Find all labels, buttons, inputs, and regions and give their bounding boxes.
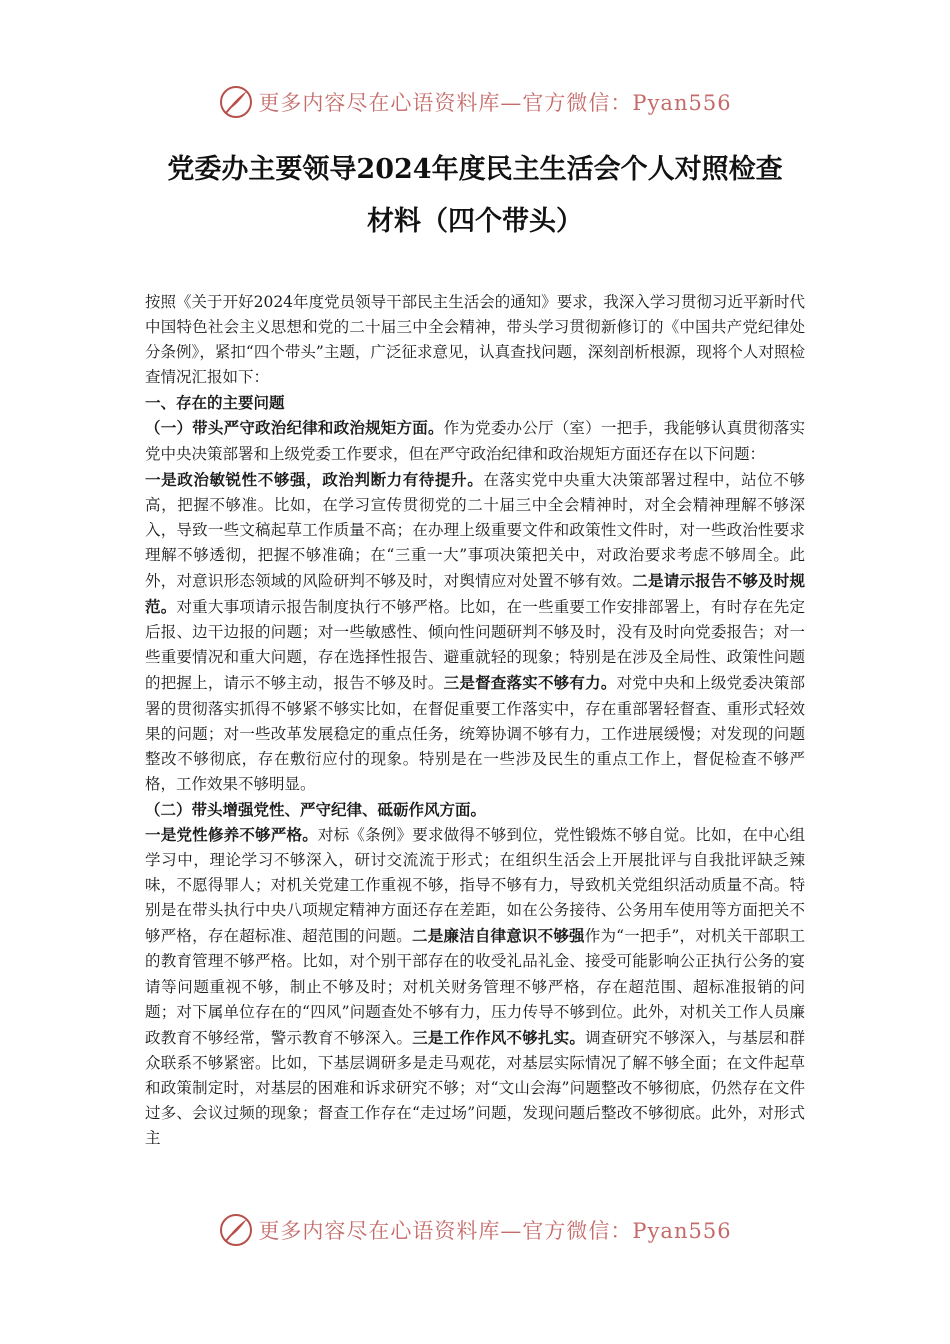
point-heading: 一是政治敏锐性不够强，政治判断力有待提升。	[145, 469, 484, 489]
section-heading-1: 一、存在的主要问题	[145, 393, 285, 413]
point-text: 调查研究不够深入，与基层和群众联系不够紧密。比如，下基层调研多是走马观花，对基层实际情况了解不够全面；在文件起草和政策制定时，对基层的困难和诉求研究不够；对“文山会海”问题整改不够彻底，仍然存在文件过多、会议过频的现象；督查工作存在“走过场”问题，发现问题后整改不够彻底。此外，对形式主	[145, 1028, 805, 1148]
page-title	[118, 144, 832, 248]
paragraph-2	[145, 822, 805, 1151]
sub-section-1-text: 作为党委办公厅（室）一把手，我能够认真贯彻落实党中央决策部署和上级党委工作要求，但在严守政治纪律和政治规矩方面还存在以下问题：	[145, 419, 805, 463]
banner-text: 更多内容尽在心语资料库—官方微信：Pyan556	[258, 91, 732, 115]
document-body	[145, 290, 805, 1151]
quill-logo-icon	[218, 1212, 254, 1248]
banner-text: 更多内容尽在心语资料库—官方微信：Pyan556	[258, 1219, 732, 1243]
point-heading: 三是工作作风不够扎实。	[412, 1027, 586, 1047]
header-watermark-banner	[0, 78, 950, 126]
point-text: 在落实党中央重大决策部署过程中，站位不够高，把握不够准。比如，在学习宣传贯彻党的二十届三中全会精神时，对全会精神理解不够深入，导致一些文稿起草工作质量不高；在办理上级重要文件和政策性文件时，对一些政治性要求理解不够透彻，把握不够准确；在“三重一大”事项决策把关中，对政治要求考虑不够周全。此外，对意识形态领域的风险研判不够及时，对舆情应对处置不够有效。	[145, 470, 805, 591]
point-heading: 三是督查落实不够有力。	[443, 673, 617, 693]
point-text: 对标《条例》要求做得不够到位，党性锻炼不够自觉。比如，在中心组学习中，理论学习不够深入，研讨交流流于形式；在组织生活会上开展批评与自我批评缺乏辣味，不愿得罪人；对机关党建工作重视不够，指导不够有力，导致机关党组织活动质量不高。特别是在带头执行中央八项规定精神方面还存在差距，如在公务接待、公务用车使用等方面把关不够严格，存在超标准、超范围的问题。	[145, 825, 805, 946]
point-text: 对重大事项请示报告制度执行不够严格。比如，在一些重要工作安排部署上，有时存在先定后报、边干边报的问题；对一些敏感性、倾向性问题研判不够及时，没有及时向党委报告；对一些重要情况和重大问题，存在选择性报告、避重就轻的现象；特别是在涉及全局性、政策性问题的把握上，请示不够主动，报告不够及时。	[145, 598, 805, 693]
sub-section-1	[145, 415, 805, 466]
quill-logo-icon	[218, 84, 254, 120]
point-text: 对党中央和上级党委决策部署的贯彻落实抓得不够紧不够实比如，在督促重要工作落实中，存在重部署轻督查、重形式轻效果的问题；对一些改革发展稳定的重点任务，统筹协调不够有力，工作进展缓慢；对发现的问题整改不够彻底，存在敷衍应付的现象。特别是在一些涉及民生的重点工作上，督促检查不够严格，工作效果不够明显。	[145, 674, 805, 793]
point-text: 作为“一把手”，对机关干部职工的教育管理不够严格。比如，对个别干部存在的收受礼品礼金、接受可能影响公正执行公务的宴请等问题重视不够，制止不够及时；对机关财务管理不够严格，存在超范围、超标准报销的问题；对下属单位存在的“四风”问题查处不够有力，压力传导不够到位。此外，对机关工作人员廉政教育不够经常，警示教育不够深入。	[145, 927, 805, 1047]
title-line-2: 材料（四个带头）	[367, 206, 583, 237]
point-heading: 二是请示报告不够及时规范。	[145, 571, 805, 617]
intro-paragraph: 按照《关于开好2024年度党员领导干部民主生活会的通知》要求，我深入学习贯彻习近平新时代中国特色社会主义思想和党的二十届三中全会精神，带头学习贯彻新修订的《中国共产党纪律处分条例》，紧扣“四个带头”主题，广泛征求意见，认真查找问题，深刻剖析根源，现将个人对照检查情况汇报如下：	[145, 293, 805, 387]
point-heading: 二是廉洁自律意识不够强	[412, 926, 585, 946]
footer-watermark-banner	[0, 1206, 950, 1254]
paragraph-1	[145, 467, 805, 797]
title-line-1: 党委办主要领导2024年度民主生活会个人对照检查	[167, 154, 783, 185]
sub-heading-1: （一）带头严守政治纪律和政治规矩方面。	[145, 418, 444, 438]
sub-heading-2: （二）带头增强党性、严守纪律、砥砺作风方面。	[145, 799, 487, 819]
point-heading: 一是党性修养不够严格。	[145, 824, 318, 844]
